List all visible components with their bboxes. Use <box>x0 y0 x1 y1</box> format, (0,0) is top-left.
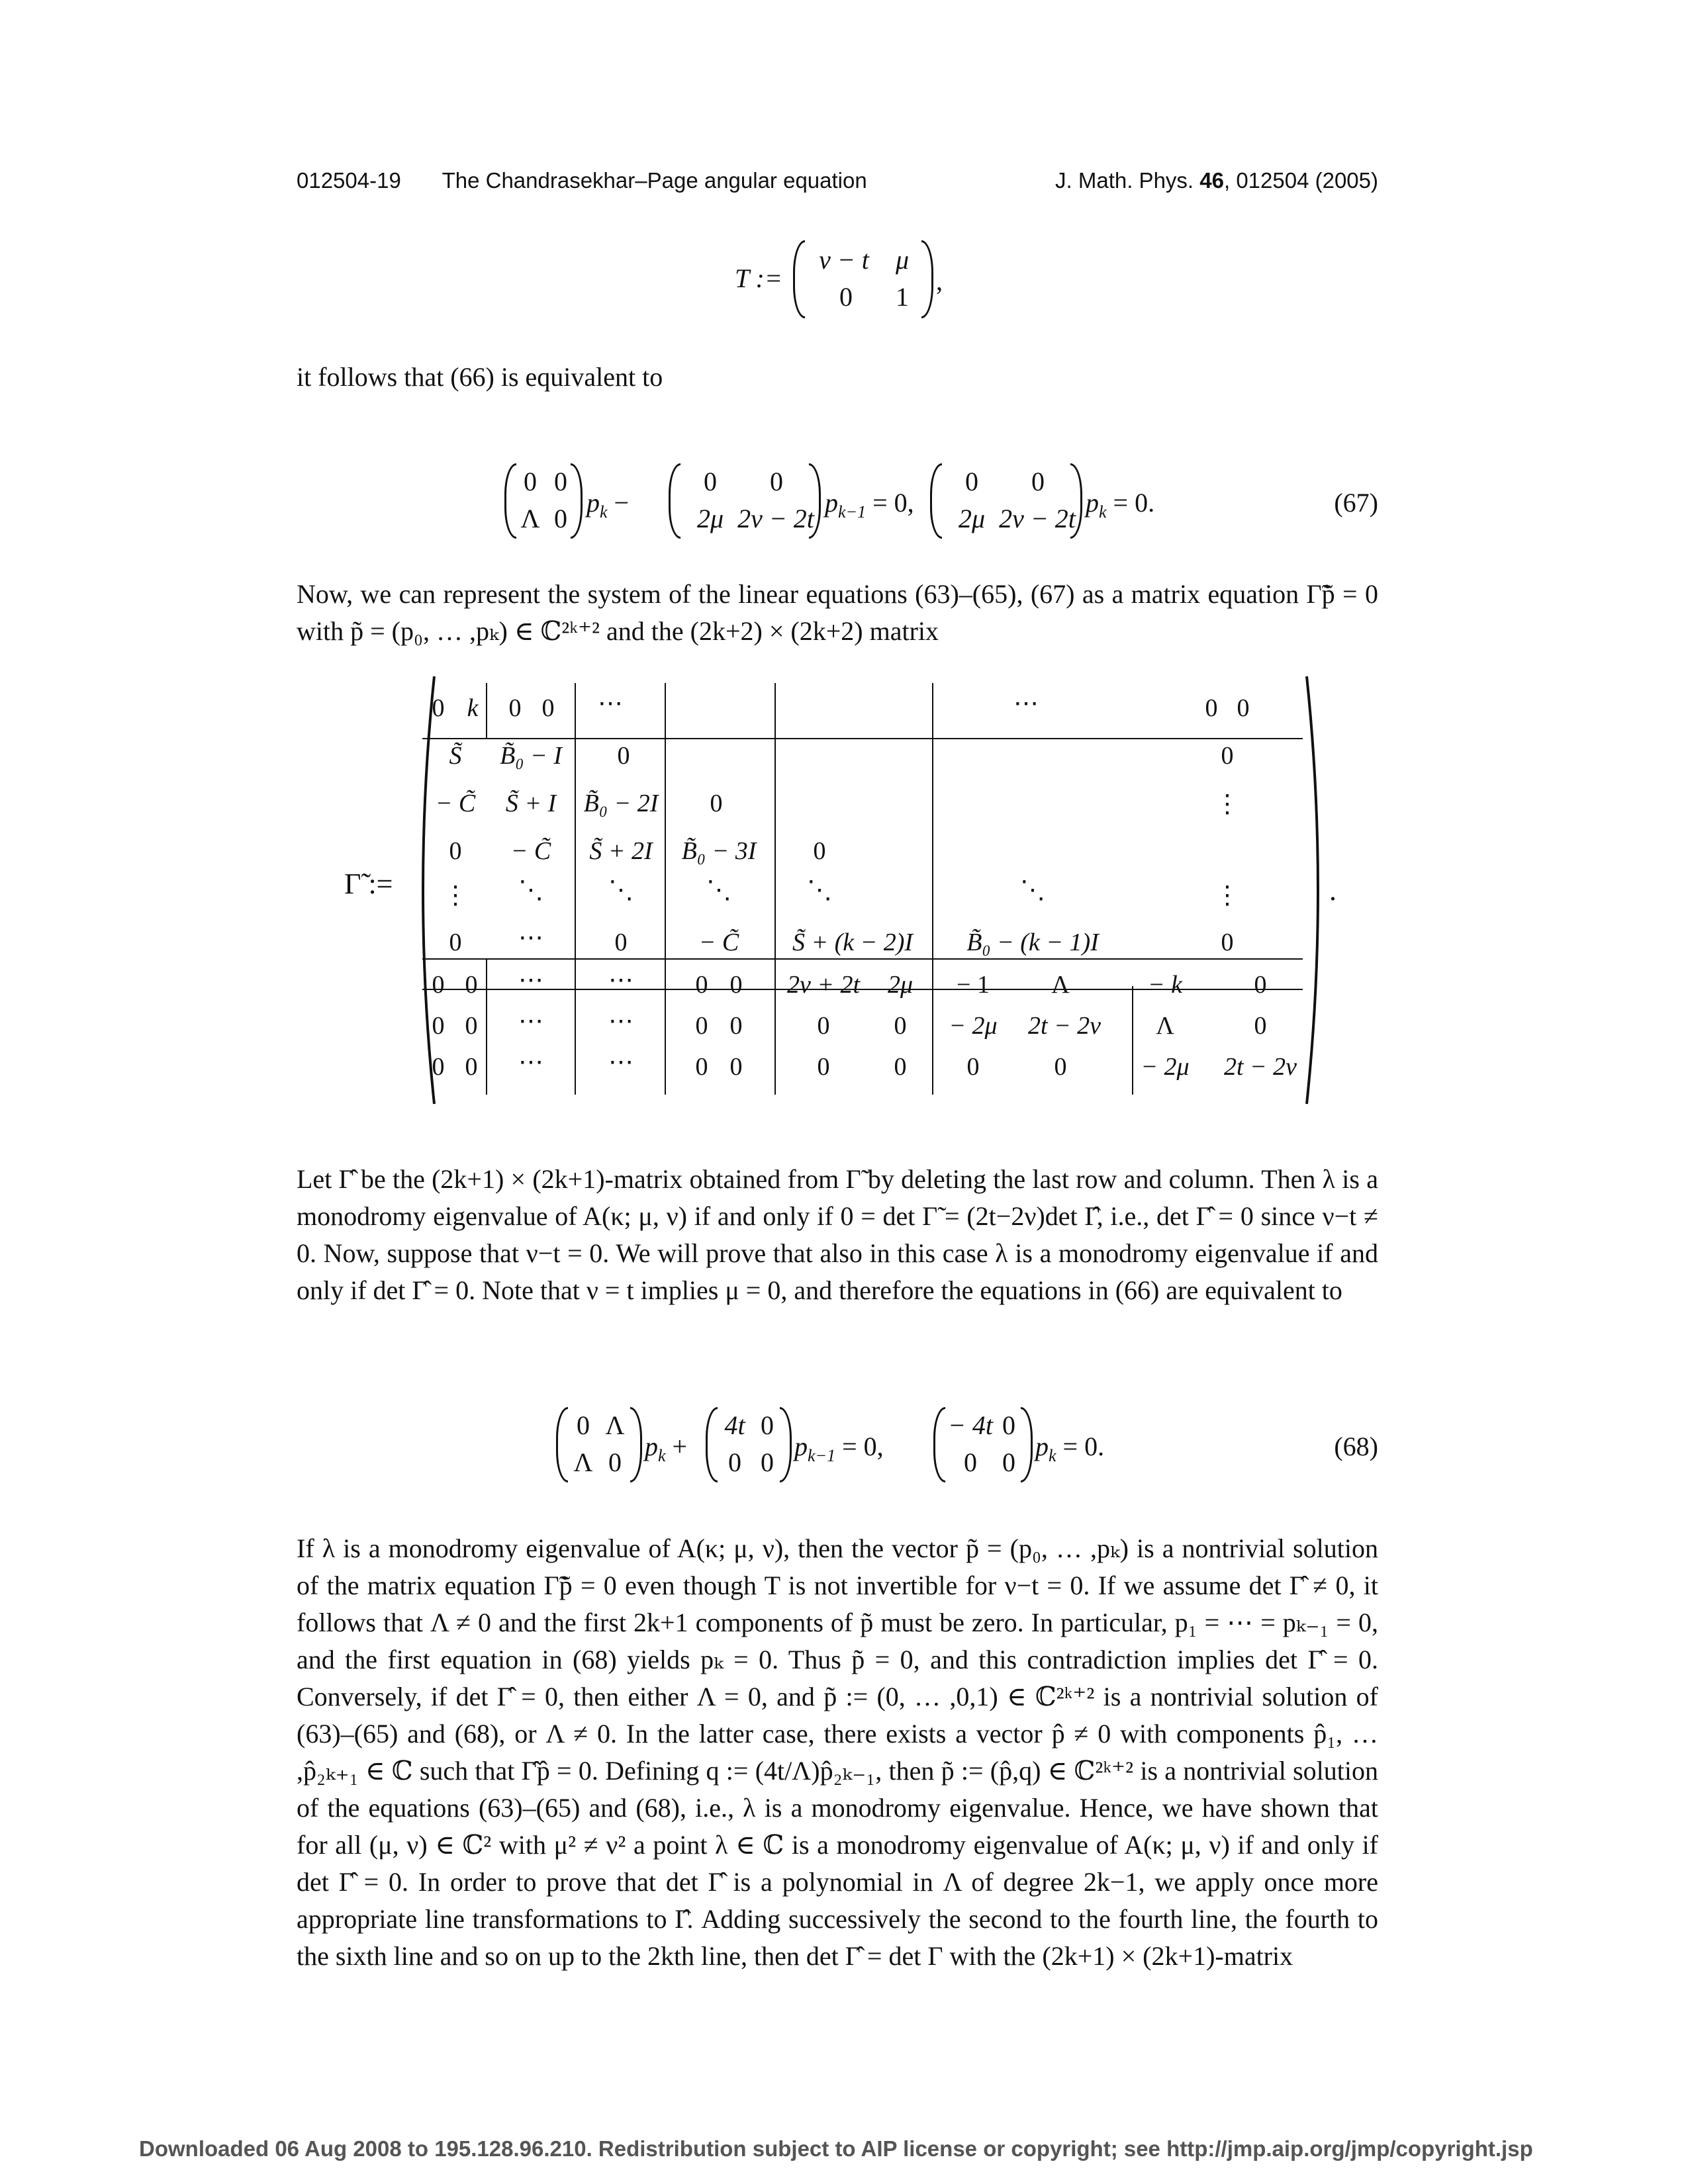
matrix-cell: ⋯ <box>518 966 543 994</box>
matrix-cell: 0 <box>449 837 462 865</box>
gamma-tilde-label: Γ̃ := <box>344 868 393 900</box>
article-id: 012504-19 <box>297 168 401 193</box>
eq68-term-1: $p_k$ + <box>645 1432 688 1465</box>
matrix-cell: B̃₀ − 2I <box>583 790 659 817</box>
matrix-cell: 0 <box>729 971 743 999</box>
matrix-cell: 0 <box>695 1053 708 1081</box>
matrix-cell: S̃ + 2I <box>589 837 653 865</box>
matrix-cell: ⋱ <box>807 876 832 904</box>
t-matrix-definition: T := ν − t μ 0 1 , <box>715 235 953 328</box>
matrix-cell: ⋱ <box>518 876 543 904</box>
matrix-cell: − 1 <box>957 971 990 999</box>
matrix-cell: S̃ <box>449 742 462 770</box>
matrix-cell: 0 <box>432 971 445 999</box>
matrix-cell: 0 <box>894 1053 907 1081</box>
matrix-cell: 0 <box>817 1012 830 1040</box>
matrix-cell: 2ν + 2t <box>786 971 861 999</box>
eq67-matrix-2: 0 0 2μ 2ν − 2t <box>669 463 821 539</box>
matrix-cell: 0 <box>432 1053 445 1081</box>
partition-line <box>1132 986 1133 1095</box>
matrix-cell: 0 <box>817 1053 830 1081</box>
journal-citation: J. Math. Phys. 46, 012504 (2005) <box>1055 168 1378 193</box>
matrix-cell: ⋯ <box>1013 690 1039 717</box>
matrix-cell: − k <box>1147 971 1183 999</box>
matrix-cell: 0 <box>1221 929 1234 956</box>
matrix-cell: ⋯ <box>518 924 543 952</box>
eq67-term-3: $p_k = 0$. <box>1086 488 1155 522</box>
matrix-cell: 0 <box>465 1012 478 1040</box>
matrix-cell: 0 <box>1254 1012 1267 1040</box>
matrix-cell: B̃₀ − 3I <box>681 837 757 865</box>
gamma-tilde-matrix: Γ̃ := . 0 k 0 0 ⋯ ⋯ 0 0 S̃ B̃₀ − I 0 0 − C̃ S̃ + I B̃₀ − 2I 0 ⋮ 0 − C̃ S̃ + 2I B̃₀ − 3I 0 ⋮ ⋱ ⋱ ⋱ ⋱ ⋱ ⋮ 0 ⋯ 0 − C̃ S̃ + (k − 2)I B̃₀ − (k − 1)I 0 0 0 ⋯ ⋯ 0 0 2ν + 2t 2μ − 1 Λ − k 0 0 0 ⋯ ⋯ 0 0 0 0 − 2μ 2t − 2ν Λ 0 0 0 ⋯ ⋯ 0 0 0 0 0 0 − 2μ 2t − 2ν <box>344 675 1337 1105</box>
matrix-cell: ⋯ <box>598 690 623 717</box>
matrix-cell: 0 <box>966 1053 980 1081</box>
matrix-cell: 0 <box>541 694 555 722</box>
matrix-cell: − 2μ <box>949 1012 998 1040</box>
eq67-matrix-1: 0 0 Λ 0 <box>504 463 583 539</box>
paragraph-2: Now, we can represent the system of the linear equations (63)–(65), (67) as a matrix equation Γ̃p̃ = 0 with p̃ = (p₀, … ,pₖ) ∈ ℂ²ᵏ⁺² and the (2k+2) × (2k+2) matrix <box>297 579 1378 646</box>
matrix-cell: 2μ <box>887 971 914 999</box>
partition-line <box>486 683 487 738</box>
t-matrix-lhs: T := <box>735 263 782 293</box>
eq68-matrix-2: 4t 0 0 0 <box>706 1407 792 1482</box>
eq68-term-2: $p_{k-1} = 0$, <box>794 1432 884 1465</box>
matrix-cell: ⋯ <box>518 1048 543 1076</box>
header-left <box>297 168 867 193</box>
matrix-cell: 2t − 2ν <box>1223 1053 1297 1081</box>
paragraph-1: it follows that (66) is equivalent to <box>297 362 663 392</box>
matrix-cell: S̃ + (k − 2)I <box>792 929 914 956</box>
matrix-cell: 0 <box>894 1012 907 1040</box>
matrix-cell: 0 <box>695 1012 708 1040</box>
matrix-cell: k <box>467 694 479 722</box>
matrix-cell: Λ <box>1051 971 1070 999</box>
matrix-cell: − C̃ <box>510 837 551 865</box>
matrix-cell: 0 <box>813 837 826 865</box>
eq67-matrix-3: 0 0 2μ 2ν − 2t <box>930 463 1082 539</box>
paragraph-4: If λ is a monodromy eigenvalue of A(κ; μ, ν), then the vector p̃ = (p₀, … ,pₖ) is a nontrivial solution of the matrix equation Γ̃p̃ = 0 even though T is not invertible for ν−t = 0. If we assume det Γ̂ ≠ 0, it follows that Λ ≠ 0 and the first 2k+1 components of p̃ must be zero. In particular, p₁ = ⋯ = pₖ₋₁ = 0, and the first equation in (68) yields pₖ = 0. Thus p̃ = 0, and this contradiction implies det Γ̂ = 0. Conversely, if det Γ̂ = 0, then either Λ = 0, and p̃ := (0, … ,0,1) ∈ ℂ²ᵏ⁺² is a nontrivial solution of (63)–(65) and (68), or Λ ≠ 0. In the latter case, there exists a vector p̂ ≠ 0 with components p̂₁, … ,p̂₂ₖ₊₁ ∈ ℂ such that Γ̂p̂ = 0. Defining q := (4t/Λ)p̂₂ₖ₋₁, then p̃ := (p̂,q) ∈ ℂ²ᵏ⁺² is a nontrivial solution of the equations (63)–(65) and (68), i.e., λ is a monodromy eigenvalue. Hence, we have shown that for all (μ, ν) ∈ ℂ² with μ² ≠ ν² a point λ ∈ ℂ is a monodromy eigenvalue of A(κ; μ, ν) if and only if det Γ̂ = 0. In order to prove that det Γ̂ is a polynomial in Λ of degree 2k−1, we apply once more appropriate line transformations to Γ̂. Adding successively the second to the fourth line, the fourth to the sixth line and so on up to the 2kth line, then det Γ̂ = det Γ with the (2k+1) × (2k+1)-matrix <box>297 1533 1379 1971</box>
matrix-cell: 0 <box>1205 694 1218 722</box>
matrix-cell: 0 <box>695 971 708 999</box>
journal-volume: 46 <box>1199 168 1224 193</box>
partition-line <box>665 683 666 1095</box>
matrix-cell: 0 <box>465 971 478 999</box>
matrix-cell: ⋮ <box>1215 882 1240 909</box>
partition-line <box>422 738 1303 739</box>
matrix-cell: 0 <box>449 929 462 956</box>
matrix-cell: B̃₀ − (k − 1)I <box>966 929 1099 956</box>
matrix-cell: S̃ + I <box>505 790 557 817</box>
matrix-cell: 0 <box>729 1012 743 1040</box>
eq67-term-2: $p_{k-1} = 0$, <box>825 488 914 522</box>
matrix-cell: 0 <box>1221 742 1234 770</box>
running-header <box>297 168 1378 201</box>
matrix-cell: 0 <box>1237 694 1250 722</box>
t-matrix: ν − t μ 0 1 <box>793 240 933 318</box>
matrix-cell: 0 <box>432 1012 445 1040</box>
eq67-term-1: $p_k$ − <box>586 488 630 522</box>
matrix-cell: ⋮ <box>443 882 468 909</box>
matrix-cell: 2t − 2ν <box>1027 1012 1102 1040</box>
matrix-cell: 0 <box>1254 971 1267 999</box>
matrix-cell: B̃₀ − I <box>500 742 562 770</box>
matrix-cell: ⋱ <box>608 876 633 904</box>
matrix-cell: ⋯ <box>608 966 633 994</box>
eq68-matrix-1: 0 Λ Λ 0 <box>556 1407 642 1482</box>
equation-67 <box>490 457 1378 549</box>
matrix-cell: Λ <box>1156 1012 1174 1040</box>
partition-line <box>774 683 776 1095</box>
matrix-cell: 0 <box>432 694 445 722</box>
paragraph-3: Let Γ̂ be the (2k+1) × (2k+1)-matrix obtained from Γ̃ by deleting the last row and column. Then λ is a monodromy eigenvalue of A(κ; μ, ν) if and only if 0 = det Γ̃ = (2t−2ν)det Γ̂, i.e., det Γ̂ = 0 since ν−t ≠ 0. Now, suppose that ν−t = 0. We will prove that also in this case λ is a monodromy eigenvalue if and only if det Γ̂ = 0. Note that ν = t implies μ = 0, and therefore the equations in (66) are equivalent to <box>297 1164 1378 1305</box>
partition-line <box>932 683 933 1095</box>
matrix-cell: 0 <box>1054 1053 1067 1081</box>
download-footer: Downloaded 06 Aug 2008 to 195.128.96.210. Redistribution subject to AIP license or copyright; see http://jmp.aip.org/jmp/copyright.jsp <box>139 2136 1533 2161</box>
left-paren <box>410 675 437 1105</box>
matrix-cell: 0 <box>617 742 630 770</box>
matrix-cell: ⋯ <box>608 1048 633 1076</box>
equation-number-67: (67) <box>1334 488 1378 518</box>
matrix-cell: − C̃ <box>698 929 739 956</box>
matrix-cell: 0 <box>710 790 723 817</box>
matrix-cell: ⋯ <box>518 1007 543 1035</box>
matrix-cell: ⋮ <box>1215 790 1240 818</box>
partition-line <box>422 958 1303 960</box>
equation-68 <box>543 1400 1378 1493</box>
matrix-cell: 0 <box>729 1053 743 1081</box>
equation-number-68: (68) <box>1334 1432 1378 1461</box>
matrix-cell: ⋱ <box>706 876 731 904</box>
matrix-cell: − 2μ <box>1141 1053 1190 1081</box>
matrix-cell: 0 <box>465 1053 478 1081</box>
partition-line <box>575 683 576 1095</box>
running-title: The Chandrasekhar–Page angular equation <box>442 168 867 193</box>
matrix-cell: 0 <box>614 929 628 956</box>
matrix-cell: ⋱ <box>1020 876 1045 904</box>
eq68-term-3: $p_k = 0$. <box>1035 1432 1105 1465</box>
partition-line <box>486 958 487 1095</box>
matrix-cell: − C̃ <box>435 790 476 817</box>
matrix-cell: ⋯ <box>608 1007 633 1035</box>
matrix-cell: 0 <box>508 694 522 722</box>
eq68-matrix-3: − 4t 0 0 0 <box>933 1407 1033 1482</box>
right-paren <box>1304 675 1331 1105</box>
